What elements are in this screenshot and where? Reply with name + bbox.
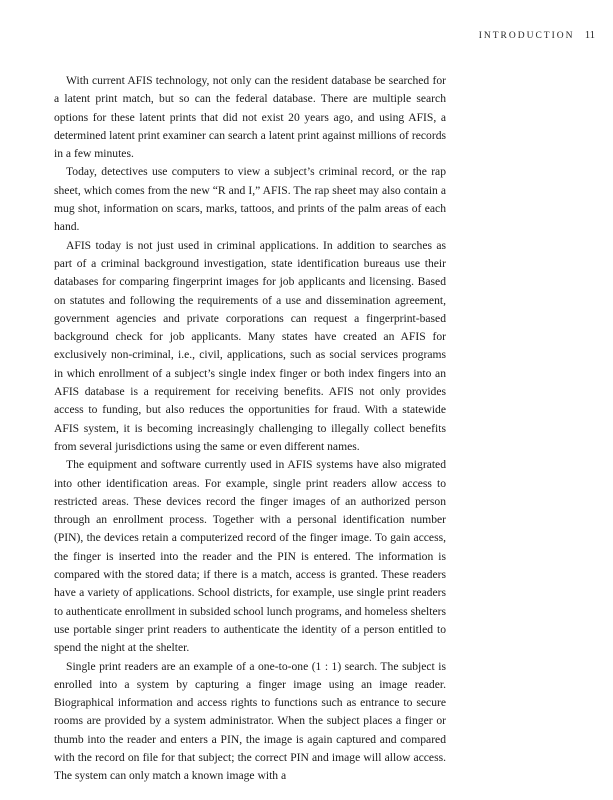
running-head: [479, 30, 595, 41]
section-title: INTRODUCTION: [478, 31, 575, 41]
paragraph-rap-sheet: Today, detectives use computers to view a subject’s criminal record, or the rap sheet, which comes from the new “R and I,” AFIS. The rap sheet may also contain a mug shot, information on scars, marks, tattoos, and prints of the palm areas of each hand.: [54, 165, 446, 234]
page-number: 11: [584, 30, 595, 41]
paragraph-single-print-readers: The equipment and software currently used in AFIS systems have also migrated into other identification areas. For example, single print readers allow access to restricted areas. These devices record the finger images of an authorized person through an enrollment process. Together with a personal identification number (PIN), the devices retain a computerized record of the finger image. To gain access, the finger is inserted into the reader and the PIN is entered. The information is compared with the stored data; if there is a match, access is granted. These readers have a variety of applications. School districts, for example, use single print readers to authenticate enrollment in subsided school lunch programs, and homeless shelters use portable singer print readers to authenticate the identity of a person entitled to spend the night at the shelter.: [54, 458, 446, 655]
body-text: [54, 72, 446, 786]
paragraph-civil-applications: AFIS today is not just used in criminal applications. In addition to searches as part of a criminal background investigation, state identification bureaus use their databases for comparing fingerprint images for job applicants and licensing. Based on statutes and following the requirements of a use and dissemination agreement, government agencies and private corporations can request a fingerprint-based background check for job applicants. Many states have created an AFIS for exclusively non-criminal, i.e., civil, applications, such as social services programs in which enrollment of a subject’s single index finger or both index fingers into an AFIS database is a requirement for receiving benefits. AFIS not only provides access to funding, but also reduces the opportunities for fraud. With a statewide AFIS system, it is becoming increasingly challenging to illegally collect benefits from several jurisdictions using the same or even different names.: [54, 238, 446, 453]
paragraph-afis-search: With current AFIS technology, not only can the resident database be searched for a latent print match, but so can the federal database. There are multiple search options for these latent prints that did not exist 20 years ago, and using AFIS, a determined latent print examiner can search a latent print against millions of records in a few minutes.: [54, 74, 446, 161]
paragraph-one-to-one-search: Single print readers are an example of a one-to-one (1 : 1) search. The subject is enrolled into a system by capturing a finger image using an image reader. Biographical information and access rights to functions such as entrance to secure rooms are provided by a system administrator. When the subject places a finger or thumb into the reader and enters a PIN, the image is again captured and compared with the record on file for that subject; the correct PIN and image will allow access. The system can only match a known image with a: [54, 659, 446, 783]
